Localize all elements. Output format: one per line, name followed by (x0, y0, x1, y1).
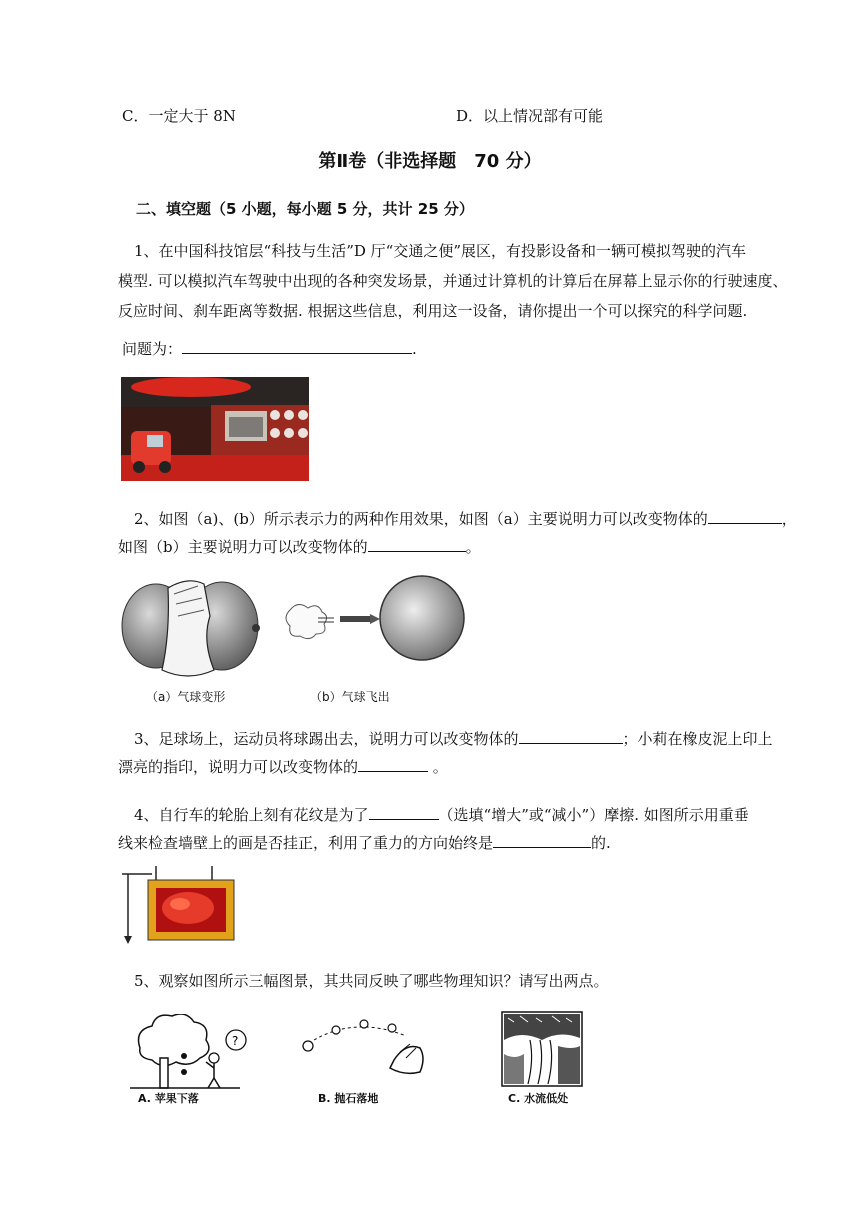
q2-line2 (118, 536, 481, 557)
q4-line2-text: 线来检查墙壁上的画是否挂正，利用了重力的方向始终是 (118, 834, 494, 852)
caption-b: （b）气球飞出 (310, 690, 390, 704)
q3-line2 (118, 756, 448, 777)
caption-a: （a）气球变形 (146, 690, 226, 704)
q4-line1-text: 4、自行车的轮胎上刻有花纹是为了 (134, 806, 369, 824)
q3-line1 (134, 728, 773, 749)
svg-text:?: ? (232, 1034, 239, 1048)
q2-answer-blank-a[interactable] (708, 509, 782, 524)
q4-line1-end: （选填“增大”或“减小”）摩擦. 如图所示用重垂 (438, 806, 749, 824)
plumb-line-picture (122, 866, 238, 946)
q2-line2-text: 如图（b）主要说明力可以改变物体的 (118, 538, 368, 556)
q2-line2-end: 。 (465, 538, 481, 556)
q1-prompt-line (122, 338, 417, 359)
section-title: 二、填空题（5 小题，每小题 5 分，共计 25 分） (136, 200, 474, 218)
q2-line1-text: 2、如图（a)、(b）所示表示力的两种作用效果，如图（a）主要说明力可以改变物体的 (134, 510, 708, 528)
q5-line1: 5、观察如图所示三幅图景，其共同反映了哪些物理知识？请写出两点。 (134, 972, 609, 990)
q1-answer-blank[interactable] (182, 339, 412, 354)
q2-line1 (134, 508, 797, 529)
q5-caption-a: A. 苹果下落 (138, 1092, 199, 1105)
water-flow-image (500, 1010, 586, 1088)
q2-answer-blank-b[interactable] (368, 537, 466, 552)
stone-throw-image (296, 1018, 436, 1090)
balloon-figures (118, 570, 478, 688)
q1-prompt: 问题为： (122, 340, 183, 358)
q5-caption-b: B. 抛石落地 (318, 1092, 379, 1105)
q5-caption-c: C. 水流低处 (508, 1092, 569, 1105)
q4-line1 (134, 804, 749, 825)
q1-line1: 1、在中国科技馆层“科技与生活”D 厅“交通之便”展区，有投影设备和一辆可模拟驾驶的汽车 (134, 242, 747, 260)
q1-line3: 反应时间、刹车距离等数据. 根据这些信息，利用这一设备，请你提出一个可以探究的科学问题. (118, 302, 748, 320)
exhibit-hall-image (121, 377, 309, 481)
q4-line2-end: 的. (591, 834, 611, 852)
q3-line2-end: 。 (428, 758, 448, 776)
q3-answer-blank-a[interactable] (519, 729, 623, 744)
q4-answer-blank-a[interactable] (369, 805, 439, 820)
q4-line2 (118, 832, 611, 853)
q3-line1-end: ；小莉在橡皮泥上印上 (622, 730, 773, 748)
option-d: D．以上情况部有可能 (456, 107, 604, 125)
q3-line2-text: 漂亮的指印，说明力可以改变物体的 (118, 758, 359, 776)
part-title: 第Ⅱ卷（非选择题 70 分） (318, 151, 542, 172)
q2-line1-end: ， (781, 510, 797, 528)
q3-line1-text: 3、足球场上，运动员将球踢出去，说明力可以改变物体的 (134, 730, 519, 748)
q1-end: . (412, 340, 417, 358)
q4-answer-blank-b[interactable] (493, 833, 591, 848)
apple-fall-image (130, 1014, 250, 1090)
option-c: C．一定大于 8N (122, 107, 236, 125)
q3-answer-blank-b[interactable] (358, 757, 428, 772)
q1-line2: 模型. 可以模拟汽车驾驶中出现的各种突发场景，并通过计算机的计算后在屏幕上显示你的行驶速度、 (118, 272, 788, 290)
